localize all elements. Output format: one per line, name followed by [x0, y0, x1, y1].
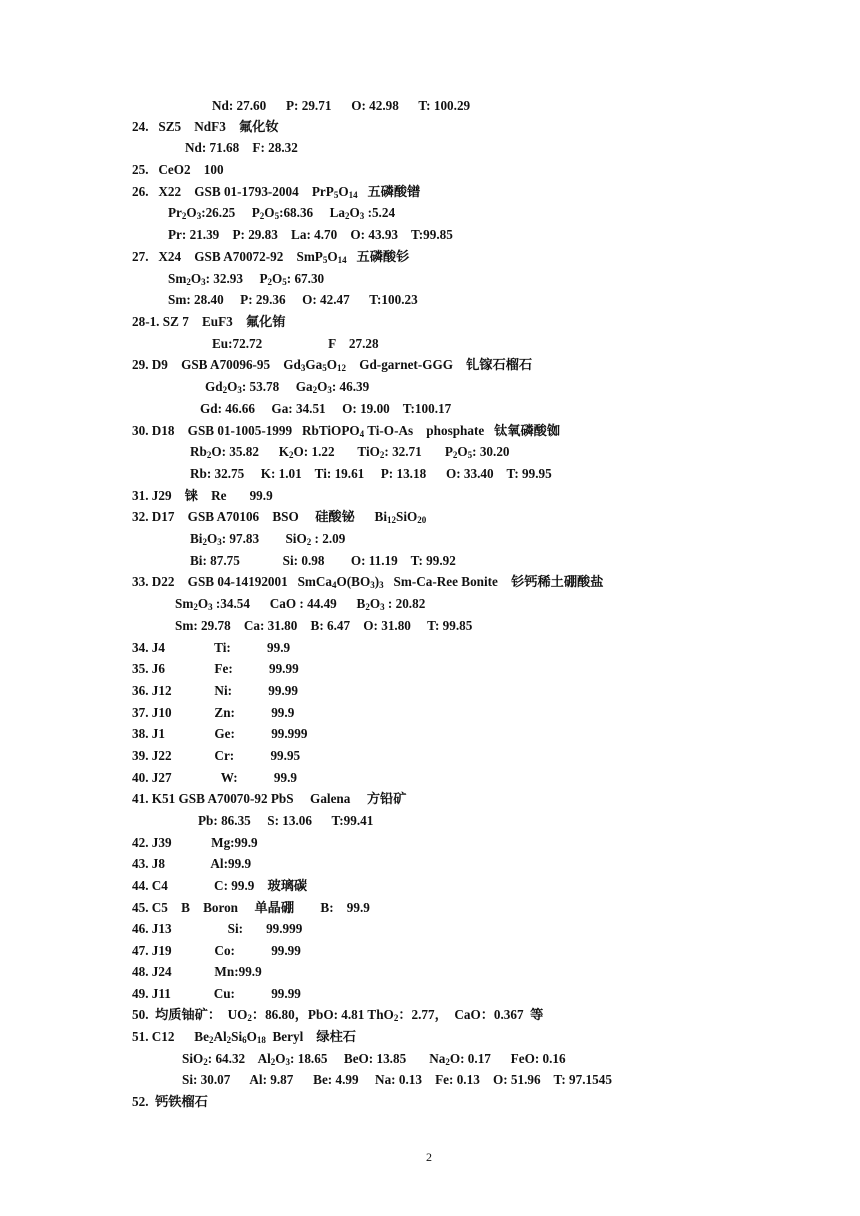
text-line: 37. J10 Zn: 99.9 — [132, 705, 295, 720]
text-line: $Sm_2O_3$ :34.54 CaO : 44.49 $B_2O_3$ : 20.82 — [175, 596, 426, 612]
text-line: Rb: 32.75 K: 1.01 Ti: 19.61 P: 13.18 O: 33.40 T: 99.95 — [190, 466, 552, 481]
text-line: 26. X22 GSB 01-1793-2004 $PrP_5O_{14}$ 五磷酸镨 — [132, 184, 421, 200]
text-line: 41. K51 GSB A70070-92 PbS Galena 方铅矿 — [132, 791, 407, 806]
text-line: 32. D17 GSB A70106 BSO 硅酸铋 $Bi_{12}SiO_{20}$ — [132, 509, 427, 525]
text-line: SiO$_2$: 64.32 $Al_2O_3$: 18.65 BeO: 13.85 $Na_2O$: 0.17 FeO: 0.16 — [182, 1051, 566, 1067]
text-line: Pr: 21.39 P: 29.83 La: 4.70 O: 43.93 T:99.85 — [168, 227, 453, 242]
text-line: 34. J4 Ti: 99.9 — [132, 640, 291, 655]
text-line: $Bi_2O_3$: 97.83 SiO$_2$ : 2.09 — [190, 531, 346, 547]
text-line: 49. J11 Cu: 99.99 — [132, 986, 301, 1001]
text-line: 31. J29 铼 Re 99.9 — [132, 488, 273, 503]
text-line: 25. CeO2 100 — [132, 162, 224, 177]
text-line: Pb: 86.35 S: 13.06 T:99.41 — [198, 813, 374, 828]
text-line: Gd: 46.66 Ga: 34.51 O: 19.00 T:100.17 — [200, 401, 452, 416]
text-line: $Sm_2O_3$: 32.93 $P_2O_5$: 67.30 — [168, 271, 325, 287]
text-line: 27. X24 GSB A70072-92 $SmP_5O_{14}$ 五磷酸钐 — [132, 249, 410, 265]
text-line: 36. J12 Ni: 99.99 — [132, 683, 298, 698]
text-line: Nd: 71.68 F: 28.32 — [185, 140, 298, 155]
text-line: $Gd_2O_3$: 53.78 $Ga_2O_3$: 46.39 — [205, 379, 370, 395]
text-line: 29. D9 GSB A70096-95 $Gd_3Ga_5O_{12}$ Gd-garnet-GGG 钆镓石榴石 — [132, 357, 533, 373]
text-line: 48. J24 Mn:99.9 — [132, 964, 262, 979]
text-line: 40. J27 W: 99.9 — [132, 770, 297, 785]
text-line: Si: 30.07 Al: 9.87 Be: 4.99 Na: 0.13 Fe: 0.13 O: 51.96 T: 97.1545 — [182, 1072, 612, 1087]
text-line: 43. J8 Al:99.9 — [132, 856, 252, 871]
text-line: 35. J6 Fe: 99.99 — [132, 661, 299, 676]
text-line: 28-1. SZ 7 EuF3 氟化铕 — [132, 314, 286, 329]
text-line: 52. 钙铁榴石 — [132, 1094, 208, 1109]
text-line: Sm: 28.40 P: 29.36 O: 42.47 T:100.23 — [168, 292, 418, 307]
text-line: Bi: 87.75 Si: 0.98 O: 11.19 T: 99.92 — [190, 553, 456, 568]
text-line: 51. C12 $Be_2Al_2Si_6O_{18}$ Beryl 绿柱石 — [132, 1029, 356, 1045]
text-line: Sm: 29.78 Ca: 31.80 B: 6.47 O: 31.80 T: 99.85 — [175, 618, 473, 633]
text-line: $Pr_2O_3:26.25$ $P_2O_5:68.36$ $La_2O_3$ :5.24 — [168, 205, 396, 221]
text-line: 24. SZ5 NdF3 氟化钕 — [132, 119, 279, 134]
text-line: $Rb_2O$: 35.82 $K_2O$: 1.22 TiO$_2$: 32.71 $P_2O_5$: 30.20 — [190, 444, 510, 460]
text-line: 50. 均质铀矿： $UO_2$：86.80，PbO: 4.81 ThO$_2$：2.77， CaO：0.367 等 — [132, 1007, 544, 1023]
text-line: 45. C5 B Boron 单晶硼 B: 99.9 — [132, 900, 370, 915]
text-line: 33. D22 GSB 04-14192001 $SmCa_4O(BO_3)_3$ Sm-Ca-Ree Bonite 钐钙稀土硼酸盐 — [132, 574, 604, 590]
text-line: 30. D18 GSB 01-1005-1999 RbTiOPO$_4$ Ti-O-As phosphate 钛氧磷酸铷 — [132, 423, 561, 439]
page-number: 2 — [426, 1150, 432, 1164]
text-line: 46. J13 Si: 99.999 — [132, 921, 303, 936]
text-line: 38. J1 Ge: 99.999 — [132, 726, 308, 741]
text-line: 44. C4 C: 99.9 玻璃碳 — [132, 878, 308, 893]
text-line: Nd: 27.60 P: 29.71 O: 42.98 T: 100.29 — [212, 98, 471, 113]
text-line: 47. J19 Co: 99.99 — [132, 943, 301, 958]
text-line: 42. J39 Mg:99.9 — [132, 835, 258, 850]
text-line: Eu:72.72 F 27.28 — [212, 336, 379, 351]
text-line: 39. J22 Cr: 99.95 — [132, 748, 301, 763]
